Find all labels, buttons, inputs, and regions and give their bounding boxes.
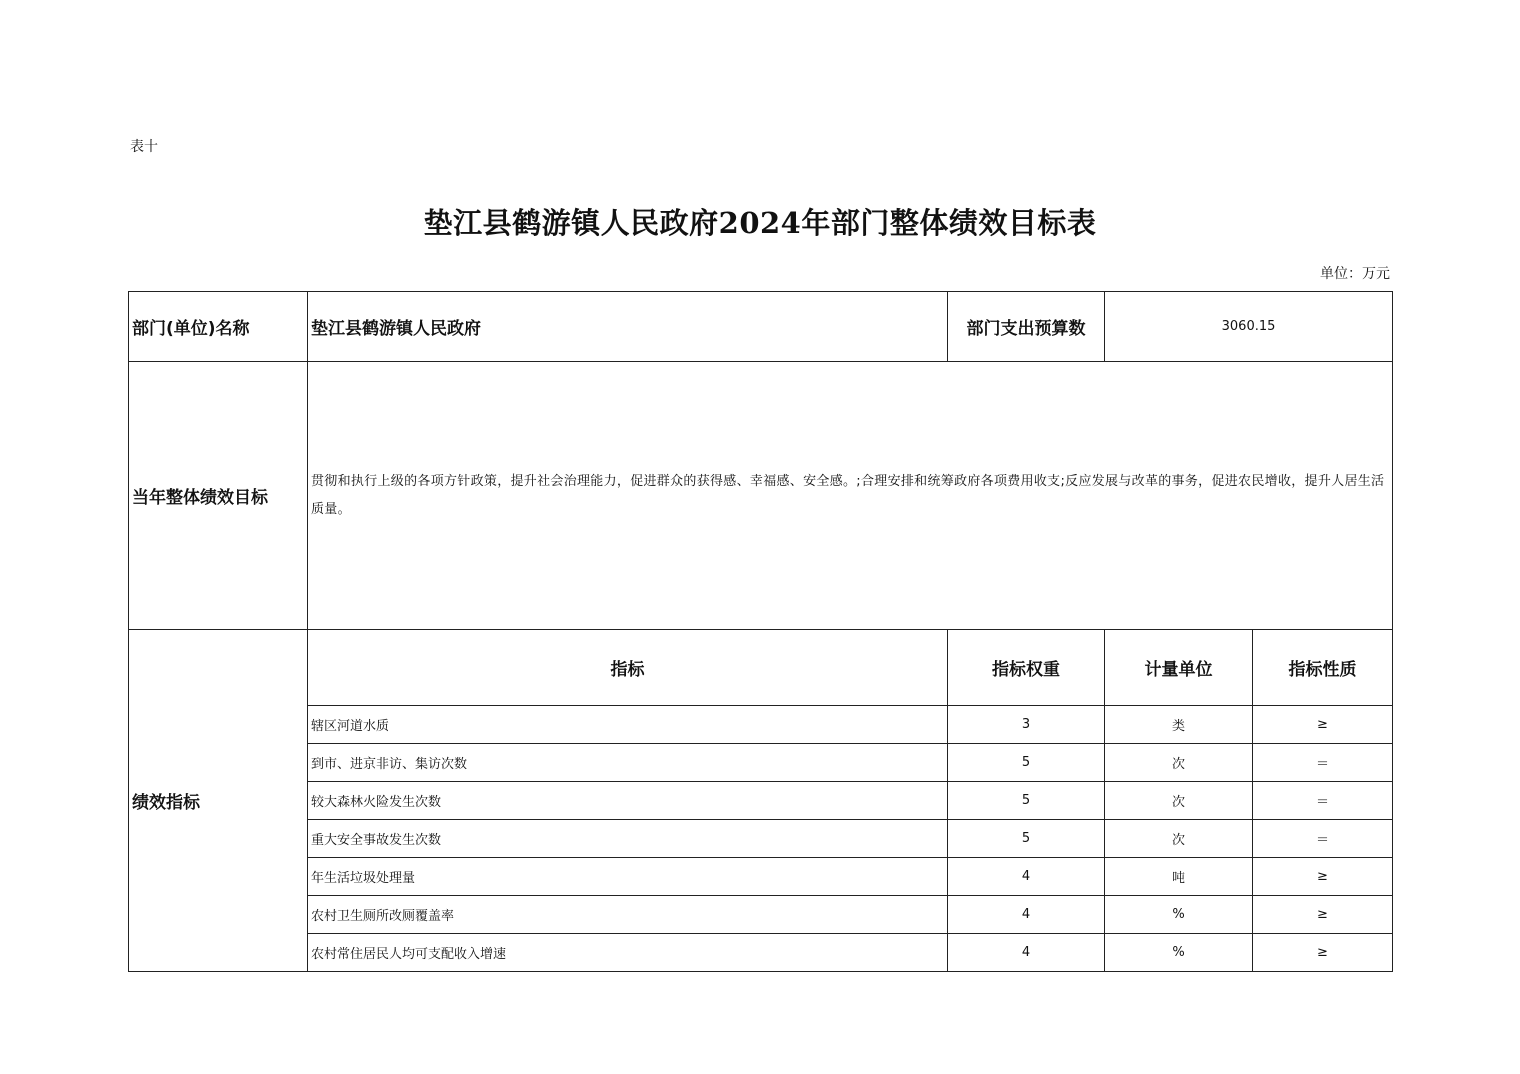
indicator-nature: ≥: [1253, 706, 1393, 744]
indicator-name: 较大森林火险发生次数: [308, 782, 948, 820]
indicator-name: 辖区河道水质: [308, 706, 948, 744]
dept-name-label: 部门(单位)名称: [129, 292, 308, 362]
table-row: [129, 858, 1393, 896]
indicator-nature: ≥: [1253, 896, 1393, 934]
col-header-indicator: 指标: [308, 630, 948, 706]
indicator-nature: ＝: [1253, 744, 1393, 782]
table-row: [129, 744, 1393, 782]
goal-row: [129, 362, 1393, 630]
indicator-name: 农村常住居民人均可支配收入增速: [308, 934, 948, 972]
indicators-section-label: 绩效指标: [129, 630, 308, 972]
table-row: [129, 820, 1393, 858]
indicator-unit: 类: [1105, 706, 1253, 744]
indicator-unit: 吨: [1105, 858, 1253, 896]
indicator-name: 重大安全事故发生次数: [308, 820, 948, 858]
indicator-nature: ＝: [1253, 782, 1393, 820]
table-row: [129, 934, 1393, 972]
col-header-weight: 指标权重: [948, 630, 1105, 706]
performance-target-table: [128, 291, 1393, 972]
indicator-unit: %: [1105, 896, 1253, 934]
indicator-unit: %: [1105, 934, 1253, 972]
col-header-nature: 指标性质: [1253, 630, 1393, 706]
indicator-weight: 5: [948, 820, 1105, 858]
dept-info-row: [129, 292, 1393, 362]
indicator-weight: 4: [948, 896, 1105, 934]
table-row: [129, 706, 1393, 744]
page-title: 垫江县鹤游镇人民政府2024年部门整体绩效目标表: [423, 206, 1097, 240]
goal-label: 当年整体绩效目标: [129, 362, 308, 630]
indicator-name: 年生活垃圾处理量: [308, 858, 948, 896]
unit-label: 单位：万元: [1320, 266, 1390, 282]
col-header-unit: 计量单位: [1105, 630, 1253, 706]
budget-label: 部门支出预算数: [948, 292, 1105, 362]
indicator-nature: ≥: [1253, 858, 1393, 896]
table-number-label: 表十: [130, 139, 158, 155]
indicator-weight: 3: [948, 706, 1105, 744]
indicator-nature: ＝: [1253, 820, 1393, 858]
indicator-name: 农村卫生厕所改厕覆盖率: [308, 896, 948, 934]
table-row: [129, 896, 1393, 934]
indicator-unit: 次: [1105, 782, 1253, 820]
indicator-unit: 次: [1105, 820, 1253, 858]
indicator-header-row: [129, 630, 1393, 706]
goal-text: 贯彻和执行上级的各项方针政策，提升社会治理能力，促进群众的获得感、幸福感、安全感。;合理安排和统筹政府各项费用收支;反应发展与改革的事务，促进农民增收，提升人居生活质量。: [308, 362, 1393, 630]
budget-value: 3060.15: [1105, 292, 1393, 362]
indicator-nature: ≥: [1253, 934, 1393, 972]
indicator-weight: 5: [948, 744, 1105, 782]
indicator-name: 到市、进京非访、集访次数: [308, 744, 948, 782]
dept-name-value: 垫江县鹤游镇人民政府: [308, 292, 948, 362]
indicator-weight: 4: [948, 858, 1105, 896]
indicator-weight: 4: [948, 934, 1105, 972]
table-row: [129, 782, 1393, 820]
indicator-unit: 次: [1105, 744, 1253, 782]
indicator-weight: 5: [948, 782, 1105, 820]
